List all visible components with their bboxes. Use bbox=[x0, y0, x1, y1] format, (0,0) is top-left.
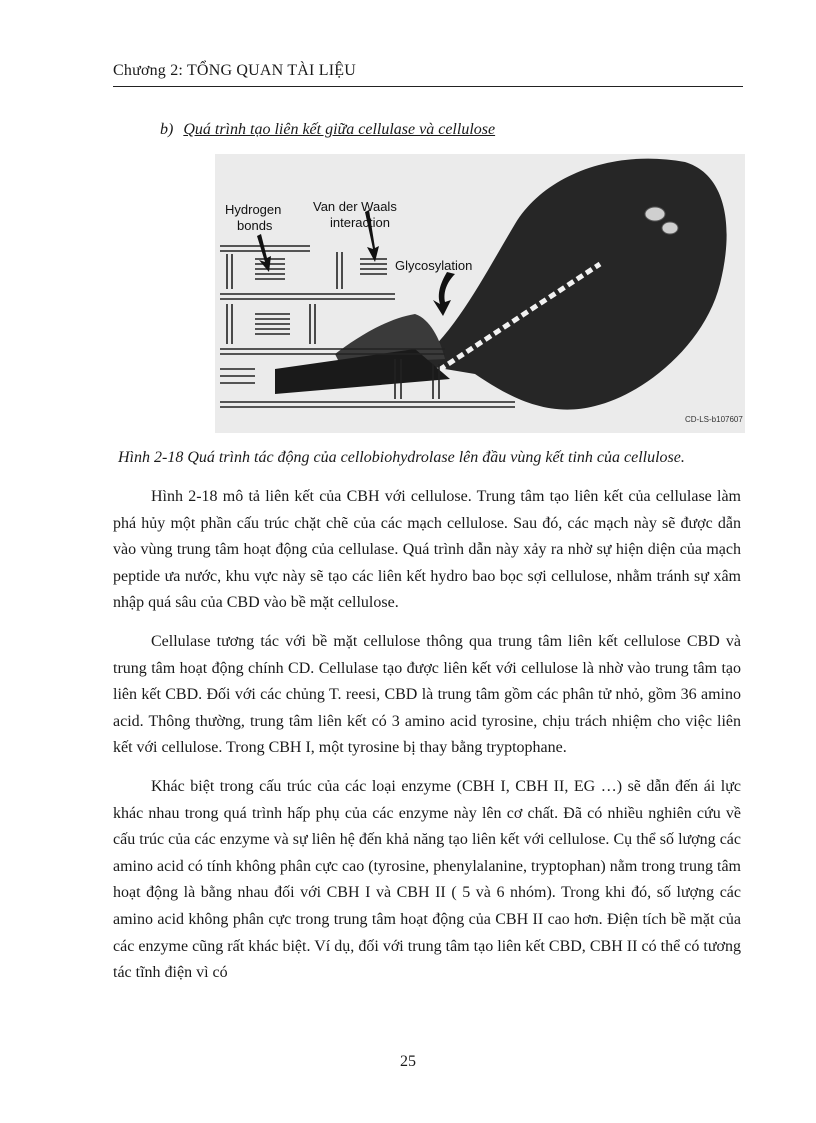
body-text bbox=[113, 484, 741, 999]
page-number: 25 bbox=[400, 1053, 416, 1070]
paragraph: Khác biệt trong cấu trúc của các loại enzyme (CBH I, CBH II, EG …) sẽ dẫn đến ái lực khác nhau trong quá trình hấp phụ của các enzyme này lên cơ chất. Đã có nhiều nghiên cứu về cấu trúc của các enzyme và sự liên hệ đến khả năng tạo liên kết với cellulose. Cụ thể số lượng các amino acid có tính không phân cực cao (tyrosine, phenylalanine, tryptophan) nằm trong trung tâm hoạt động là bằng nhau đối với CBH I và CBH II ( 5 và 6 nhóm). Trong khi đó, số lượng các amino acid không phân cực trong trung tâm hoạt động của CBH II cao hơn. Điện tích bề mặt của các enzyme cũng rất khác biệt. Ví dụ, đối với trung tâm tạo liên kết CBD, CBH II có thể có tương tác tĩnh điện vì có bbox=[113, 777, 741, 982]
paragraph: Cellulase tương tác với bề mặt cellulose thông qua trung tâm liên kết cellulose CBD và trung tâm hoạt động chính CD. Cellulase tạo được liên kết với cellulose là nhờ vào trung tâm tạo liên kết CBD. Đối với các chủng T. reesi, CBD là trung tâm gồm các phân tử nhỏ, gồm 36 amino acid. Thông thường, trung tâm liên kết có 3 amino acid tyrosine, chịu trách nhiệm cho việc liên kết với cellulose. Trong CBH I, một tyrosine bị thay bằng tryptophane. bbox=[113, 632, 741, 757]
section-title: Quá trình tạo liên kết giữa cellulase và cellulose bbox=[183, 121, 496, 138]
section-heading bbox=[160, 121, 495, 139]
figure-cellulase-binding bbox=[215, 154, 745, 433]
header-divider bbox=[113, 86, 743, 87]
figure-caption: Hình 2-18 Quá trình tác động của cellobiohydrolase lên đầu vùng kết tinh của cellulose. bbox=[118, 449, 685, 466]
figure-illustration bbox=[215, 154, 745, 433]
glycosylation-arrow bbox=[433, 272, 455, 316]
label-vdw-1: Van der Waals bbox=[313, 199, 397, 214]
chapter-header: Chương 2: TỔNG QUAN TÀI LIỆU bbox=[113, 62, 357, 79]
label-glycosylation: Glycosylation bbox=[395, 258, 473, 273]
hydrogen-bond-arrow bbox=[257, 234, 271, 272]
section-number: b) bbox=[160, 121, 174, 138]
figure-code: CD-LS-b107607 bbox=[685, 415, 743, 424]
label-hydrogen-1: Hydrogen bbox=[225, 202, 282, 217]
label-hydrogen-2: bonds bbox=[237, 218, 273, 233]
glycan-blob bbox=[645, 207, 665, 221]
paragraph: Hình 2-18 mô tả liên kết của CBH với cellulose. Trung tâm tạo liên kết của cellulase làm phá hủy một phần cấu trúc chặt chẽ của các mạch cellulose. Sau đó, các mạch này sẽ được dẫn vào vùng trung tâm hoạt động của cellulase. Quá trình dẫn này xảy ra nhờ sự hiện diện của mạch peptide ưa nước, khu vực này sẽ tạo các liên kết hydro bao bọc sợi cellulose, nhằm tránh sự xâm nhập quá sâu của CBD vào bề mặt cellulose. bbox=[113, 488, 741, 612]
label-vdw-2: interaction bbox=[330, 215, 390, 230]
glycan-blob bbox=[662, 222, 678, 234]
